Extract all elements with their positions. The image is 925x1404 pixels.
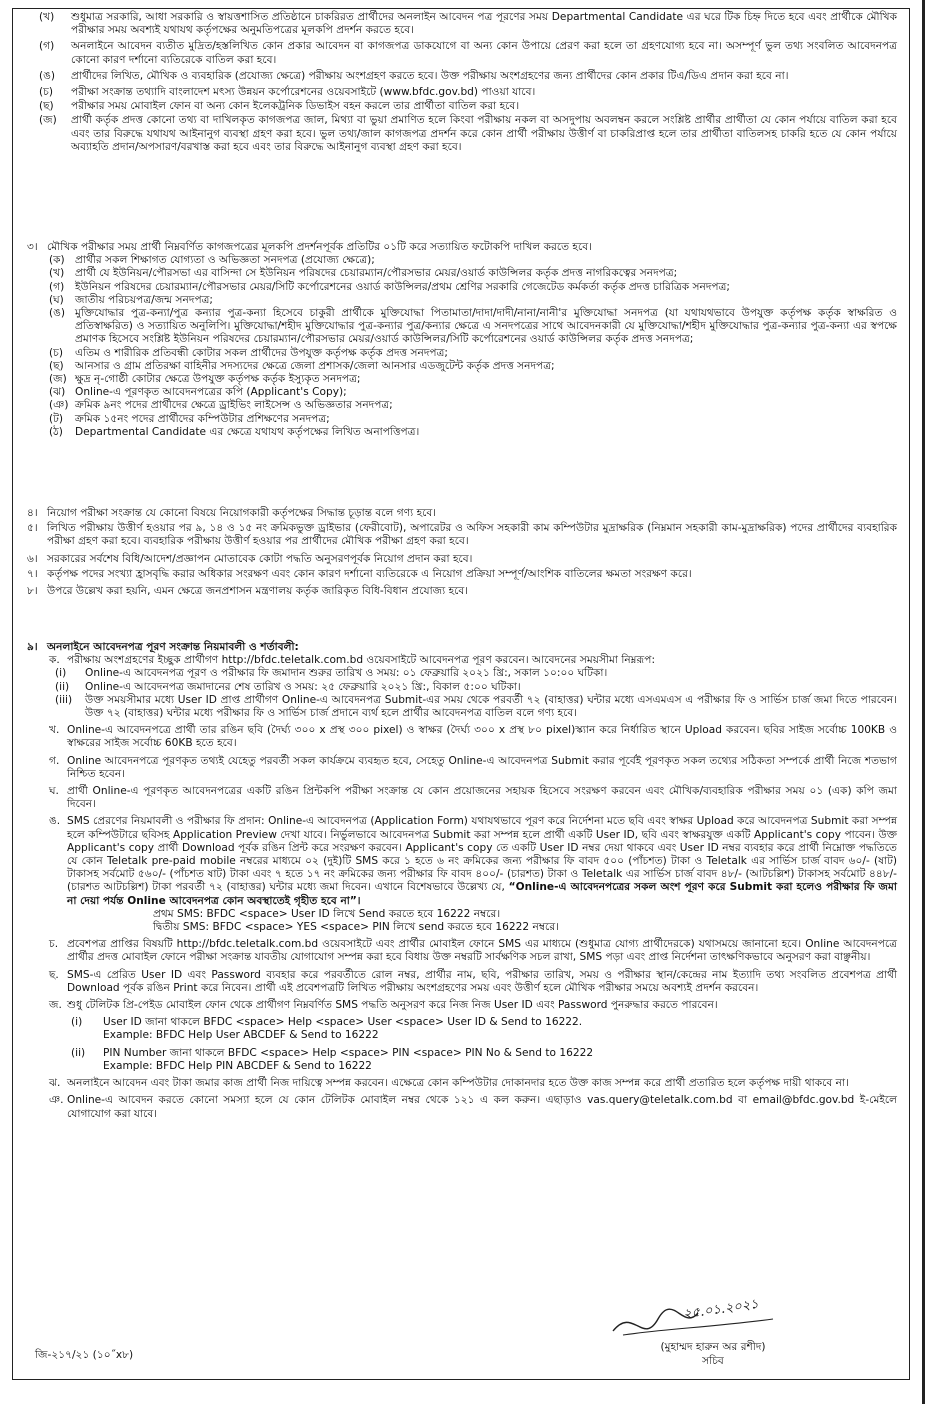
sms-line-1: প্রথম SMS: BFDC <space> User ID লিখে Send করতে হবে 16222 নম্বরে। (153, 907, 501, 920)
sec7: ৭। কর্তৃপক্ষ পদের সংখ্যা হ্রাসবৃদ্ধি করার অধিকার সংরক্ষণ এবং কোন কারণ দর্শানো ব্যতিরেকে এ নিয়োগ প্রক্রিয়া সম্পূর্ণ/আংশিক বাতিলের ক্ষমতা সংরক্ষণ করে। (27, 567, 692, 580)
sec9-ka-sub-iii: (iii) উক্ত সময়সীমার মধ্যে User ID প্রাপ্ত প্রার্থীগণ Online-এ আবেদনপত্র Submit-এর সময় থেকে পরবর্তী ৭২ (বাহাত্তর) ঘন্টার মধ্যে এসএমএস এ পরীক্ষার ফি ও সার্ভিস চার্জ জমা দিতে পারবেন। উক্ত ৭২ (বাহাত্তর) ঘন্টার মধ্যে পরীক্ষার ফি ও সার্ভিস চার্জ প্রদানে ব্যর্থ হলে প্রার্থীর আবেদনপত্র বাতিল বলে গণ্য হবে। (55, 693, 897, 720)
sec3-item: (খ) প্রার্থী যে ইউনিয়ন/পৌরসভা এর বাসিন্দা সে ইউনিয়ন পরিষদের চেয়ারম্যান/পৌরসভার মেয়র/ওয়ার্ড কাউন্সিলর কর্তৃক প্রদত্ত নাগরিকত্বের সনদপত্র; (49, 267, 678, 280)
signature-block (573, 1296, 833, 1373)
sec9-kha: খ. Online-এ আবেদনপত্রে প্রার্থী তার রঙিন ছবি (দৈর্ঘ্য ৩০০ x প্রস্থ ৩০০ pixel) ও স্বাক্ষর (দৈর্ঘ্য ৩০০ x প্রস্থ ৮০ pixel)স্ক্যান করে নির্ধারিত স্থানে Upload করবেন। ছবির সাইজ সর্বোচ্চ 100KB ও স্বাক্ষরের সাইজ সর্বোচ্চ 60KB হতে হবে। (49, 724, 897, 750)
sec9-ka-sub-ii: (ii) Online-এ আবেদনপত্র জমাদানের শেষ তারিখ ও সময়: ২৫ ফেব্রুয়ারি ২০২১ খ্রি:, বিকাল ৫:০০ ঘটিকা। (55, 680, 521, 693)
sec9-gha: ঘ. প্রার্থী Online-এ পূরণকৃত আবেদনপত্রের একটি রঙিন প্রিন্টকপি পরীক্ষা সংক্রান্ত যে কোন প্রয়োজনের সহায়ক হিসেবে সংরক্ষণ করবেন এবং মৌখিক/ব্যবহারিক পরীক্ষার সময় ০১ (এক) কপি জমা দিবেন। (49, 785, 897, 811)
sec9-jha: ঝ. অনলাইনে আবেদন এবং টাকা জমার কাজ প্রার্থী নিজ দায়িত্বে সম্পন্ন করবেন। এক্ষেত্রে কোন কম্পিউটার দোকানদার হতে উক্ত কাজ সম্পন্ন করে প্রার্থী প্রতারিত হলে কর্তৃপক্ষ দায়ী থাকবে না। (49, 1077, 849, 1090)
signature-date: ২৫.০১.২০২১ (682, 1296, 760, 1323)
signer-title: সচিব (702, 1355, 724, 1367)
sec9-ja-sub-i: (i) User ID জানা থাকলে BFDC <space> Help <space> User <space> User ID & Send to 16222. Example: BFDC Help User ABCDEF & Send to 16222 (71, 1016, 583, 1042)
sec8: ৮। উপরে উল্লেখ করা হয়নি, এমন ক্ষেত্রে জনপ্রশাসন মন্ত্রণালয় কর্তৃক জারিকৃত বিধি-বিধান প্রযোজ্য হবে। (27, 585, 469, 598)
sec2-item-cha: (চ) পরীক্ষা সংক্রান্ত তথ্যাদি বাংলাদেশ মৎস্য উন্নয়ন কর্পোরেশনের ওয়েবসাইটে (www.bfdc.gov.bd) পাওয়া যাবে। (39, 86, 536, 99)
sec3-item: (ঞ) ক্রমিক ৯নং পদের প্রার্থীদের ক্ষেত্রে ড্রাইভিং লাইসেন্স ও অভিজ্ঞতার সনদপত্র; (49, 399, 393, 412)
sms-line-2: দ্বিতীয় SMS: BFDC <space> YES <space> PIN লিখে send করতে হবে 16222 নম্বরে। (153, 921, 559, 934)
reference-number: জি-২১৭/২১ (১০˝x৮) (35, 1349, 134, 1361)
sec3-item: (ছ) আনসার ও গ্রাম প্রতিরক্ষা বাহিনীর সদস্যদের ক্ষেত্রে জেলা প্রশাসক/জেলা আনসার এডজুটেন্ট কর্তৃক প্রদত্ত সনদপত্র; (49, 359, 555, 372)
sec3-item: (চ) এতিম ও শারীরিক প্রতিবন্ধী কোটার সকল প্রার্থীদের উপযুক্ত কর্তৃপক্ষ কর্তৃক প্রদত্ত সনদপত্র; (49, 346, 448, 359)
sec9-cha: চ. প্রবেশপত্র প্রাপ্তির বিষয়টি http://bfdc.teletalk.com.bd ওয়েবসাইটে এবং প্রার্থীর মোবাইল ফোনে SMS এর মাধ্যমে (শুধুমাত্র যোগ্য প্রার্থীদেরকে) যথাসময়ে জানানো হবে। Online আবেদনপত্রে প্রার্থীর প্রদত্ত মোবাইল ফোনে পরীক্ষা সংক্রান্ত যাবতীয় যোগাযোগ সম্পন্ন করা হবে বিধায় উক্ত নম্বরটি সার্বক্ষণিক সচল রাখা, SMS পড়া এবং প্রাপ্ত নির্দেশনা তাৎক্ষণিকভাবে অনুসরণ করা বাঞ্ছনীয়। (49, 938, 897, 964)
sec3-item: (ট) ক্রমিক ১৫নং পদের প্রার্থীদের কম্পিউটার প্রশিক্ষণের সনদপত্র; (49, 412, 330, 425)
sec9-chha: ছ. SMS-এ প্রেরিত User ID এবং Password ব্যবহার করে পরবর্তীতে রোল নম্বর, প্রার্থীর নাম, ছবি, পরীক্ষার তারিখ, সময় ও পরীক্ষার স্থান/কেন্দ্রের নাম ইত্যাদি তথ্য সংবলিত প্রবেশপত্র প্রার্থী Download পূর্বক রঙিন Print করে নিবেন। প্রার্থী এই প্রবেশপত্রটি লিখিত পরীক্ষায় অংশগ্রহণের সময় এবং উত্তীর্ণ হলে মৌখিক পরীক্ষার সময়ে অবশ্যই প্রদর্শন করবেন। (49, 968, 897, 994)
sec3-item: (ক) প্রার্থীর সকল শিক্ষাগত যোগ্যতা ও অভিজ্ঞতা সনদপত্র (প্রযোজ্য ক্ষেত্রে); (49, 254, 375, 267)
signer-name: (মুহাম্মদ হারুন অর রশীদ) (660, 1341, 766, 1353)
sec9-ka: ক. পরীক্ষায় অংশগ্রহণের ইচ্ছুক প্রার্থীগণ http://bfdc.teletalk.com.bd ওয়েবসাইটে আবেদনপত্র পূরণ করবেন। আবেদনের সময়সীমা নিম্নরূপ: (49, 654, 656, 667)
sec9-nya: ঞ. Online-এ আবেদন করতে কোনো সমস্যা হলে যে কোন টেলিটক মোবাইল নম্বর থেকে ১২১ এ কল করুন। এছাড়াও vas.query@teletalk.com.bd বা email@bfdc.gov.bd ই-মেইলে যোগাযোগ করা যাবে। (49, 1094, 897, 1120)
sec3-item: (গ) ইউনিয়ন পরিষদের চেয়ারম্যান/পৌরসভার মেয়র/সিটি কর্পোরেশনের ওয়ার্ড কাউন্সিলর/প্রথম শ্রেণির সরকারি গেজেটেড কর্মকর্তা কর্তৃক প্রদত্ত চারিত্রিক সনদপত্র; (49, 280, 730, 293)
sec6: ৬। সরকারের সর্বশেষ বিধি/আদেশ/প্রজ্ঞাপন মোতাবেক কোটা পদ্ধতি অনুসরণপূর্বক নিয়োগ প্রদান করা হবে। (27, 552, 473, 565)
sec2-item-kha: (খ) শুধুমাত্র সরকারি, আধা সরকারি ও স্বায়ত্তশাসিত প্রতিষ্ঠানে চাকরিরত প্রার্থীদের অনলাইন আবেদন পত্র পূরণের সময় Departmental Candidate এর ঘরে টিক চিহ্ন দিতে হবে এবং প্রার্থীকে মৌখিক পরীক্ষার সময় অবশ্যই যথাযথ কর্তৃপক্ষের অনুমতিপত্রের মূলকপি প্রদর্শন করতে হবে। (39, 11, 897, 37)
sec9-ja: জ. শুধু টেলিটক প্রি-পেইড মোবাইল ফোন থেকে প্রার্থীগণ নিম্নবর্ণিত SMS পদ্ধতি অনুসরণ করে নিজ নিজ User ID এবং Password পুনরুদ্ধার করতে পারবেন। (49, 999, 718, 1012)
sec3 (13, 241, 909, 439)
sections-4-8 (13, 507, 909, 598)
sec3-item: (ঠ) Departmental Candidate এর ক্ষেত্রে যথাযথ কর্তৃপক্ষের লিখিত অনাপত্তিপত্র। (49, 425, 420, 438)
sec9-ka-sub-i: (i) Online-এ আবেদনপত্র পূরণ ও পরীক্ষার ফি জমাদান শুরুর তারিখ ও সময়: ০১ ফেব্রুয়ারি ২০২১ খ্রি:, সকাল ১০:০০ ঘটিকা। (55, 667, 608, 680)
sec5: ৫। লিখিত পরীক্ষায় উত্তীর্ণ হওয়ার পর ৯, ১৪ ও ১৫ নং ক্রমিকভুক্ত ড্রাইভার (ফেরীবোট), অপারেটর ও অফিস সহকারী কাম কম্পিউটার মুদ্রাক্ষরিক (নিম্নমান সহকারী কাম-মুদ্রাক্ষরিক) পদের প্রার্থীদের ব্যবহারিক পরীক্ষা গ্রহণ করা হবে। ব্যবহারিক পরীক্ষায় উত্তীর্ণ হওয়ার পর প্রার্থীদের মৌখিক পরীক্ষা গ্রহণ করা হবে। (27, 522, 897, 548)
sec2-item-umo: (ঙ) প্রার্থীদের লিখিত, মৌখিক ও ব্যবহারিক (প্রযোজ্য ক্ষেত্রে) পরীক্ষায় অংশগ্রহণ করতে হবে। উক্ত পরীক্ষায় অংশগ্রহণের জন্য প্রার্থীদের কোন প্রকার টিএ/ডিএ প্রদান করা হবে না। (39, 69, 789, 82)
sec9-heading: ৯। অনলাইনে আবেদনপত্র পূরণ সংক্রান্ত নিয়মাবলী ও শর্তাবলী: (27, 641, 299, 653)
sec3-item: (ঝ) Online-এ পূরণকৃত আবেদনপত্রের কপি (Applicant's Copy); (49, 386, 347, 399)
sec4: ৪। নিয়োগ পরীক্ষা সংক্রান্ত যে কোনো বিষয়ে নিয়োগকারী কর্তৃপক্ষের সিদ্ধান্ত চূড়ান্ত বলে গণ্য হবে। (27, 507, 437, 519)
document-page (12, 8, 910, 1380)
sec2-item-ga: (গ) অনলাইনে আবেদন ব্যতীত মুদ্রিত/হস্তলিখিত কোন প্রকার আবেদন বা কাগজপত্র ডাকযোগে বা অন্য কোন উপায়ে প্রেরণ করা হলে তা গ্রহণযোগ্য হবে না। অসম্পূর্ণ ভুল তথ্য সংবলিত আবেদনপত্র কোনো কারণ দর্শানো ব্যতিরেকে বাতিল করা হবে। (39, 40, 897, 66)
sec9-ja-sub-ii: (ii) PIN Number জানা থাকলে BFDC <space> Help <space> PIN <space> PIN No & Send to 16222 Example: BFDC Help PIN ABCDEF & Send to 16222 (71, 1046, 594, 1072)
sec3-item: (ঘ) জাতীয় পরিচয়পত্র/জন্ম সনদপত্র; (49, 293, 213, 306)
sec9-ga: গ. Online আবেদনপত্রে পূরণকৃত তথ্যই যেহেতু পরবর্তী সকল কার্যক্রমে ব্যবহৃত হবে, সেহেতু Online-এ আবেদনপত্র Submit করার পূর্বেই পূরণকৃত সকল তথ্যের সঠিকতা সম্পর্কে প্রার্থী নিজে শতভাগ নিশ্চিত হবেন। (49, 754, 897, 780)
sec3-list (13, 254, 909, 439)
sec2-list (13, 11, 909, 154)
umo-bold-quote: “Online-এ আবেদনপত্রের সকল অংশ পূরণ করে Submit করা হলেও পরীক্ষার ফি জমা না দেয়া পর্যন্ত Online আবেদনপত্র কোন অবস্থাতেই গৃহীত হবে না”। (67, 881, 897, 907)
sec9 (13, 641, 909, 1121)
sec9-umo: ঙ. SMS প্রেরণের নিয়মাবলী ও পরীক্ষার ফি প্রদান: Online-এ আবেদনপত্র (Application Form) যথাযথভাবে পূরণ করে নির্দেশনা মতে ছবি এবং স্বাক্ষর Upload করে আবেদনপত্র Submit করা সম্পন্ন হলে কম্পিউটারে ছবিসহ Application Preview দেখা যাবে। নির্ভুলভাবে আবেদনপত্র Submit করা সম্পন্ন হলে প্রার্থী একটি User ID, ছবি এবং স্বাক্ষরযুক্ত একটি Applicant's copy পাবেন। উক্ত Applicant's copy প্রার্থী Download পূর্বক রঙিন প্রিন্ট করে সংরক্ষণ করবেন। Applicant's copy তে একটি User ID নম্বর দেয়া থাকবে এবং User ID নম্বর ব্যবহার করে প্রার্থী নিম্নোক্ত পদ্ধতিতে যে কোন Teletalk pre-paid mobile নম্বরের মাধ্যমে ০২ (দুই)টি SMS করে ১ হতে ৬ নং ক্রমিকের জন্য পরীক্ষার ফি বাবদ ৫০০ (পাঁচশত) টাকা ও Teletalk এর সার্ভিস চার্জ বাবদ ৬০/- (ষাট) টাকাসহ সর্বমোট ৫৬০/- (পাঁচশত ষাট) টাকা এবং ৭ হতে ১৭ নং ক্রমিকের জন্য পরীক্ষার ফি বাবদ ৪০০/- (চারশত) টাকা ও Teletalk এর সার্ভিস চার্জ বাবদ ৪৮/- (আটচল্লিশ) টাকাসহ সর্বমোট ৪৪৮/- (চারশত আটচল্লিশ) টাকা পরবর্তী ৭২ (বাহাত্তর) ঘন্টার মধ্যে জমা দিবেন। এখানে বিশেষভাবে উল্লেখ্য যে, “Online-এ আবেদনপত্রের সকল অংশ পূরণ করে Submit করা হলেও পরীক্ষার ফি জমা না দেয়া পর্যন্ত Online আবেদনপত্র কোন অবস্থাতেই গৃহীত হবে না”। (49, 815, 897, 907)
sec2-item-ja: (জ) প্রার্থী কর্তৃক প্রদত্ত কোনো তথ্য বা দাখিলকৃত কাগজপত্র জাল, মিথ্যা বা ভুয়া প্রমাণিত হলে কিংবা পরীক্ষায় নকল বা অসদুপায় অবলম্বন করলে সংশ্লিষ্ট প্রার্থীর প্রার্থীতা যে কোন পর্যায়ে বাতিল করা হবে এবং তার বিরুদ্ধে যথাযথ আইনানুগ ব্যবস্থা গ্রহণ করা হবে। ভুল তথ্য/জাল কাগজপত্র প্রদর্শন করে কোন প্রার্থী পরীক্ষায় উত্তীর্ণ বা চাকরিপ্রাপ্ত হলে তার প্রার্থীতা বাতিলসহ চাকরি হতে যে কোন পর্যায়ে অব্যাহতি প্রদান/অপসারণ/বরখাস্ত করা হবে এবং তার বিরুদ্ধে আইনানুগ ব্যবস্থা গ্রহণ করা হবে। (39, 114, 897, 153)
sec3-item: (ঙ) মুক্তিযোদ্ধার পুত্র-কন্যা/পুত্র কন্যার পুত্র-কন্যা হিসেবে চাকুরী প্রার্থীকে মুক্তিযোদ্ধা পিতামাতা/দাদা/দাদী/নানা/নানী'র মুক্তিযোদ্ধা সনদপত্র (যা যথাযথভাবে উপযুক্ত কর্তৃপক্ষ কর্তৃক স্বাক্ষরিত ও প্রতিস্বাক্ষরিত) ও সত্যায়িত অনুলিপি। মুক্তিযোদ্ধা/শহীদ মুক্তিযোদ্ধার পুত্র-কন্যার পুত্র/কন্যার ক্ষেত্রে এ সনদপত্রের সাথে আবেদনকারী যে মুক্তিযোদ্ধা/শহীদ মুক্তিযোদ্ধার পুত্র-কন্যার পুত্র-কন্যা এর স্বপক্ষে প্রমাণক হিসেবে সংশ্লিষ্ট ইউনিয়ন পরিষদের চেয়ারম্যান/পৌরসভার মেয়র/ওয়ার্ড কাউন্সিলর/সিটি কর্পোরেশনের ওয়ার্ড কাউন্সিলর কর্তৃক প্রদত্ত সনদপত্র; (49, 307, 897, 346)
sec3-intro: ৩। মৌখিক পরীক্ষার সময় প্রার্থী নিম্নবর্ণিত কাগজপত্রের মূলকপি প্রদর্শনপূর্বক প্রতিটির ০১টি করে সত্যায়িত ফটোকপি দাখিল করতে হবে। (27, 241, 592, 253)
sec2-item-chha: (ছ) পরীক্ষার সময় মোবাইল ফোন বা অন্য কোন ইলেকট্রনিক ডিভাইস বহন করলে তার প্রার্থীতা বাতিল করা হবে। (39, 100, 520, 113)
sec3-item: (জ) ক্ষুদ্র নৃ-গোষ্ঠী কোটার ক্ষেত্রে উপযুক্ত কর্তৃপক্ষ কর্তৃক ইস্যুকৃত সনদপত্র; (49, 373, 361, 386)
